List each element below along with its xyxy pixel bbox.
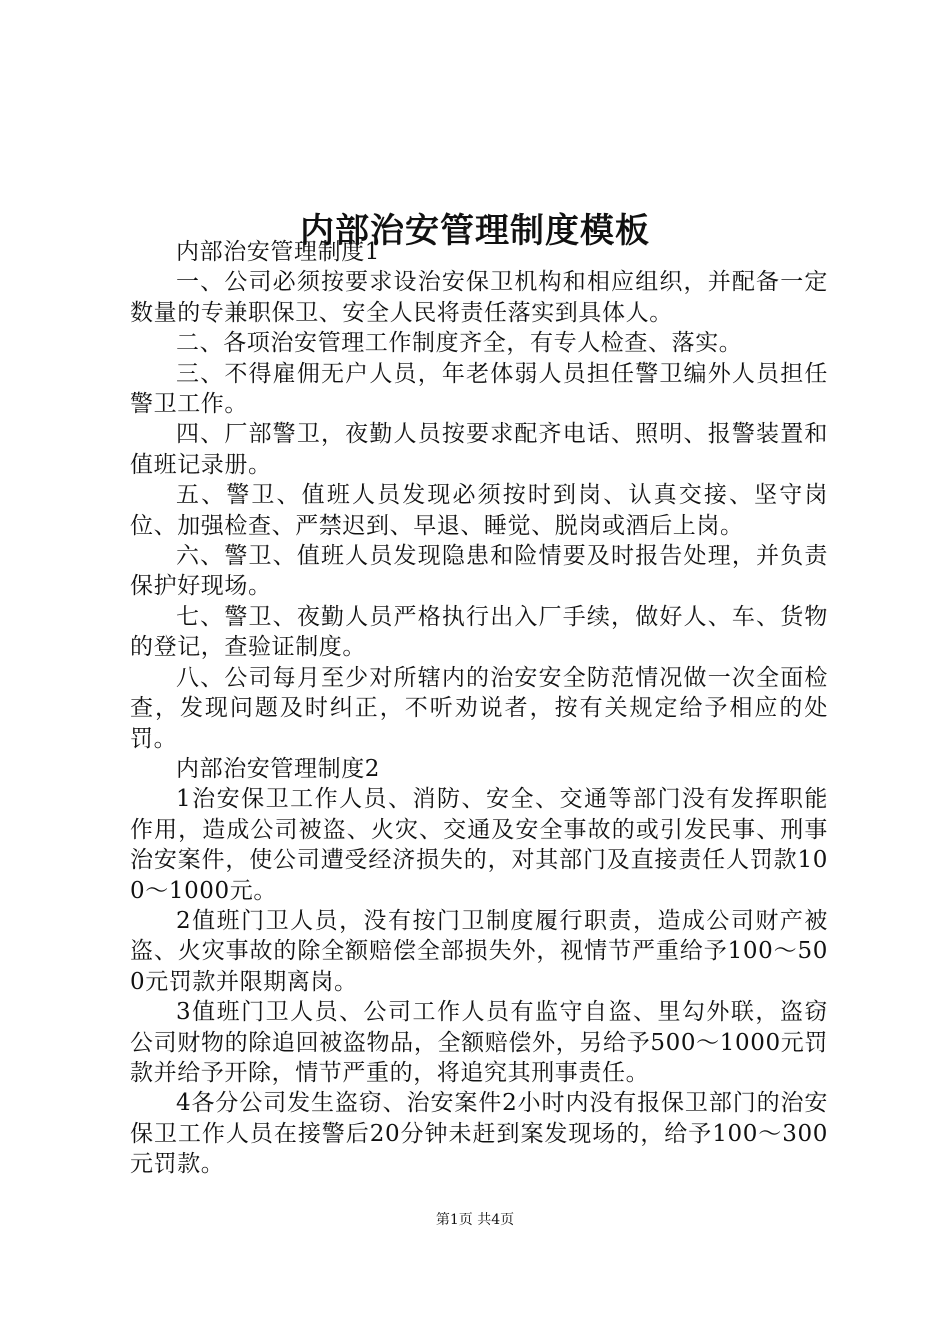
paragraph: 八、公司每月至少对所辖内的治安安全防范情况做一次全面检查，发现问题及时纠正，不听劝说者，按有关规定给予相应的处罚。	[130, 664, 828, 752]
paragraph: 四、厂部警卫，夜勤人员按要求配齐电话、照明、报警装置和值班记录册。	[130, 421, 828, 478]
paragraph: 3值班门卫人员、公司工作人员有监守自盗、里勾外联，盗窃公司财物的除追回被盗物品，全额赔偿外，另给予500～1000元罚款并给予开除，情节严重的，将追究其刑事责任。	[130, 999, 828, 1086]
document-body	[130, 237, 828, 1180]
section-heading-2: 内部治安管理制度2	[176, 755, 381, 782]
paragraph: 4各分公司发生盗窃、治安案件2小时内没有报保卫部门的治安保卫工作人员在接警后20分钟未赶到案发现场的，给予100～300元罚款。	[130, 1090, 828, 1178]
paragraph: 三、不得雇佣无户人员，年老体弱人员担任警卫编外人员担任警卫工作。	[130, 360, 828, 418]
paragraph: 六、警卫、值班人员发现隐患和险情要及时报告处理，并负责保护好现场。	[130, 543, 828, 600]
page-footer: 第1页 共4页	[435, 1212, 515, 1228]
paragraph: 一、公司必须按要求设治安保卫机构和相应组织，并配备一定数量的专兼职保卫、安全人民将责任落实到具体人。	[130, 269, 828, 326]
paragraph: 1治安保卫工作人员、消防、安全、交通等部门没有发挥职能作用，造成公司被盗、火灾、交通及安全事故的或引发民事、刑事治安案件，使公司遭受经济损失的，对其部门及直接责任人罚款100～1000元。	[130, 786, 828, 904]
document-title: 内部治安管理制度模板	[300, 210, 650, 251]
paragraph: 二、各项治安管理工作制度齐全，有专人检查、落实。	[176, 330, 743, 357]
paragraph: 五、警卫、值班人员发现必须按时到岗、认真交接、坚守岗位、加强检查、严禁迟到、早退、睡觉、脱岗或酒后上岗。	[130, 482, 828, 539]
section-heading-1: 内部治安管理制度1	[176, 239, 381, 265]
paragraph: 2值班门卫人员，没有按门卫制度履行职责，造成公司财产被盗、火灾事故的除全额赔偿全部损失外，视情节严重给予100～500元罚款并限期离岗。	[130, 907, 828, 995]
paragraph: 七、警卫、夜勤人员严格执行出入厂手续，做好人、车、货物的登记，查验证制度。	[130, 603, 828, 661]
